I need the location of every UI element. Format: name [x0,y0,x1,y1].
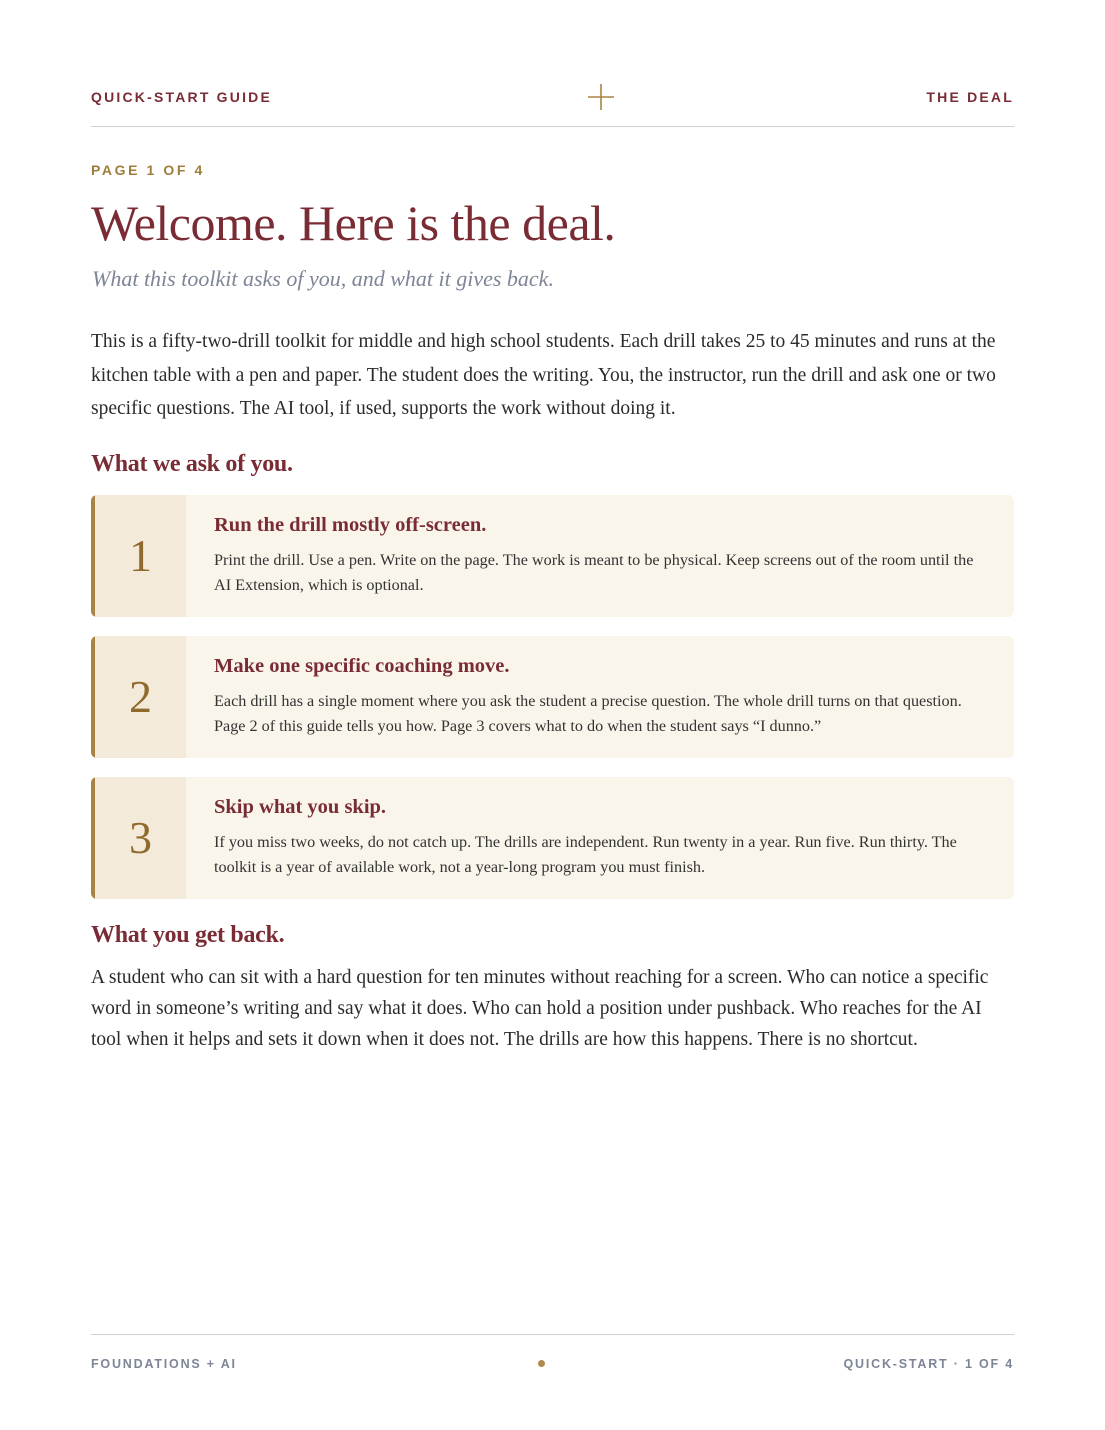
ask-card-2 [91,636,1014,758]
card-title: Make one specific coaching move. [214,655,510,677]
ask-card-1 [91,495,1014,617]
page-title: Welcome. Here is the deal. [91,195,616,251]
cross-icon [588,84,614,110]
card-body: If you miss two weeks, do not catch up. The drills are independent. Run twenty in a year. Run five. Run thirty. The toolkit is a year of available work, not a year-long program you must finish. [214,833,957,876]
ask-section-heading: What we ask of you. [91,451,293,477]
page-number-label: PAGE 1 OF 4 [91,162,205,178]
page [91,0,1014,1430]
footer-left-label: FOUNDATIONS + AI [91,1357,237,1371]
footer-right-label: QUICK-START · 1 OF 4 [843,1357,1014,1371]
dot-icon [538,1360,545,1367]
page-header [91,82,1014,127]
card-body: Each drill has a single moment where you ask the student a precise question. The whole drill turns on that question. Page 2 of this guide tells you how. Page 3 covers what to do when the student says “I dunno.” [214,692,962,735]
page-subtitle: What this toolkit asks of you, and what it gives back. [92,266,554,291]
card-title: Run the drill mostly off-screen. [214,514,487,536]
card-body: Print the drill. Use a pen. Write on the page. The work is meant to be physical. Keep screens out of the room until the AI Extension, which is optional. [214,551,974,594]
card-title: Skip what you skip. [214,796,387,818]
outro-paragraph: A student who can sit with a hard question for ten minutes without reaching for a screen. Who can notice a specific word in someone’s writing and say what it does. Who can hold a position under pushback. Who reaches for the AI tool when it helps and sets it down when it does not. The drills are how this happens. There is no shortcut. [91,967,989,1050]
header-left-label: QUICK-START GUIDE [91,89,273,105]
intro-paragraph: This is a fifty-two-drill toolkit for middle and high school students. Each drill takes 25 to 45 minutes and runs at the kitchen table with a pen and paper. The student does the writing. You, the instructor, run the drill and ask one or two specific questions. The AI tool, if used, supports the work without doing it. [91,331,996,419]
page-footer [91,1334,1014,1375]
header-right-label: THE DEAL [926,89,1014,105]
ask-card-3 [91,777,1014,899]
card-number: 2 [129,671,152,722]
card-number: 1 [129,530,152,581]
back-section-heading: What you get back. [91,922,285,948]
card-number: 3 [129,812,152,863]
